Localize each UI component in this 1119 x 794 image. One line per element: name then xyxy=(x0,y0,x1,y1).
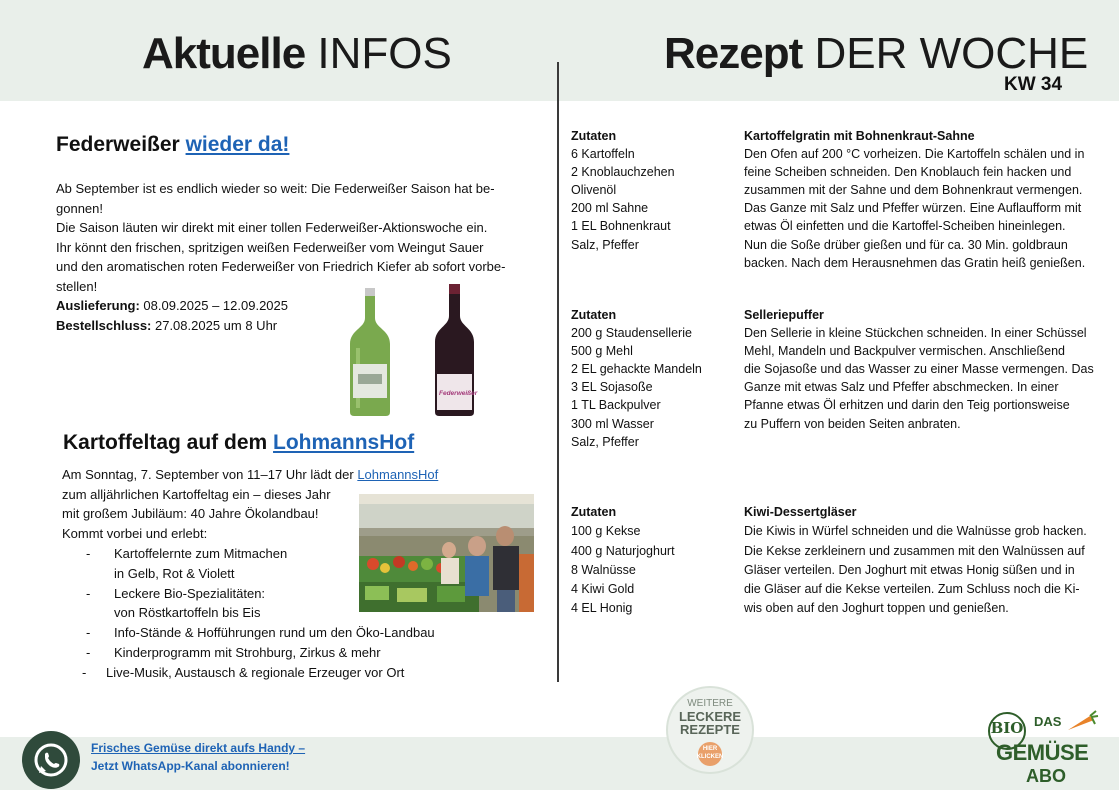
recipe-2-ingredients: Zutaten 200 g Staudensellerie 500 g Mehl 2 EL gehackte Mandeln 3 EL Sojasoße 1 TL Backpulver 300 ml Wasser Salz, Pfeffer xyxy=(571,308,702,449)
kartoffeltag-bullet-list xyxy=(82,544,435,683)
federweisser-title: Federweißer wieder da! xyxy=(56,133,290,156)
bullet-item: - Live-Musik, Austausch & regionale Erzeuger vor Ort xyxy=(82,664,405,680)
red-bottle-label: Federweißer xyxy=(439,390,478,397)
recipe-2-instructions: Selleriepuffer Den Sellerie in kleine Stückchen schneiden. In einer Schüssel Mehl, Mandeln und Backpulver vermischen. Anschließend die Sojasoße und das Wasser zu einer Masse vermengen. Das Ganze mit etwas Salz und Pfeffer abschmecken. In einer Pfanne etwas Öl erhitzen und darin den Teig portionsweise zu Puffern von beiden Seiten anbraten. xyxy=(744,306,1114,433)
carrot-icon xyxy=(1064,710,1098,734)
recipe-1-ingredients: Zutaten 6 Kartoffeln 2 Knoblauchzehen Olivenöl 200 ml Sahne 1 EL Bohnenkraut Salz, Pfeffer xyxy=(571,129,675,252)
red-wine-bottle-icon xyxy=(432,284,478,421)
header-aktuelle-infos: Aktuelle INFOS xyxy=(142,29,452,78)
recipe-1-title: Kartoffelgratin mit Bohnenkraut-Sahne xyxy=(744,129,975,143)
week-label: KW 34 xyxy=(1004,74,1063,95)
bullet-item: - Info-Stände & Hofführungen rund um den Öko-Landbau xyxy=(86,625,435,641)
lohmannshof-title-link[interactable]: LohmannsHof xyxy=(273,431,415,454)
bio-gemuese-abo-logo: BIO DAS GEMÜSE ABO xyxy=(984,710,1102,790)
whatsapp-icon[interactable] xyxy=(22,731,80,789)
bullet-item: - Kartoffelernte zum Mitmachen in Gelb, Rot & Violett xyxy=(86,546,288,581)
white-wine-bottle-icon xyxy=(346,288,394,421)
recipe-1-instructions: Kartoffelgratin mit Bohnenkraut-Sahne Den Ofen auf 200 °C vorheizen. Die Kartoffeln schälen und in feine Scheiben schneiden. Den Knoblauch fein hacken und zusammen mit der Sahne und dem Bohnenkraut vermengen. Das Ganze mit Salz und Pfeffer würzen. Eine Auflaufform mit etwas Öl einfetten und die Kartoffel-Scheiben hineinlegen. Nun die Soße drüber gießen und für ca. 30 Min. goldbraun backen. Nach dem Herausnehmen das Gratin heiß genießen. xyxy=(744,127,1114,272)
lohmannshof-link[interactable]: LohmannsHof xyxy=(357,467,439,482)
federweisser-title-link[interactable]: wieder da! xyxy=(185,133,290,156)
more-recipes-button[interactable]: WEITERE LECKERE REZEPTE HIER KLICKEN xyxy=(666,686,754,774)
recipe-3-ingredients: Zutaten 100 g Kekse 400 g Naturjoghurt 8 Walnüsse 4 Kiwi Gold 4 EL Honig xyxy=(571,505,675,616)
bullet-item: - Kinderprogramm mit Strohburg, Zirkus & mehr xyxy=(86,644,381,660)
recipe-2-title: Selleriepuffer xyxy=(744,308,824,322)
recipe-3-instructions: Kiwi-Dessertgläser Die Kiwis in Würfel schneiden und die Walnüsse grob hacken. Die Kekse zerkleinern und zusammen mit den Walnüssen auf Gläser verteilen. Den Joghurt mit etwas Honig süßen und in die Gläser auf die Kekse verteilen. Zum Schluss noch die Ki- wis oben auf den Joghurt toppen und genießen. xyxy=(744,503,1114,619)
column-divider xyxy=(557,62,559,682)
federweisser-text: Ab September ist es endlich wieder so weit: Die Federweißer Saison hat be- gonnen! Die Saison läuten wir direkt mit einer tollen Federweißer-Aktionswoche ein. Ihr könnt den frischen, spritzigen weißen Federweißer vom Weingut Sauer und den aromatischen roten Federweißer von Friedrich Kiefer ab sofort vorbe- stellen! Auslieferung: 08.09.2025 – 12.09.2025 Bestellschluss: 27.08.2025 um 8 Uhr xyxy=(56,181,506,333)
kartoffeltag-title: Kartoffeltag auf dem LohmannsHof xyxy=(63,431,415,454)
whatsapp-channel-link[interactable]: Frisches Gemüse direkt aufs Handy – Jetzt WhatsApp-Kanal abonnieren! xyxy=(91,741,306,773)
kartoffeltag-text: Am Sonntag, 7. September von 11–17 Uhr lädt der LohmannsHof zum alljährlichen Kartoffeltag ein – dieses Jahr mit großem Jubiläum: 40 Jahre Ökolandbau! Kommt vorbei und erlebt: xyxy=(62,467,439,541)
bullet-item: - Leckere Bio-Spezialitäten: von Röstkartoffeln bis Eis xyxy=(86,585,266,621)
recipe-3-title: Kiwi-Dessertgläser xyxy=(744,505,857,519)
header-rezept-der-woche: Rezept DER WOCHE xyxy=(664,29,1089,78)
